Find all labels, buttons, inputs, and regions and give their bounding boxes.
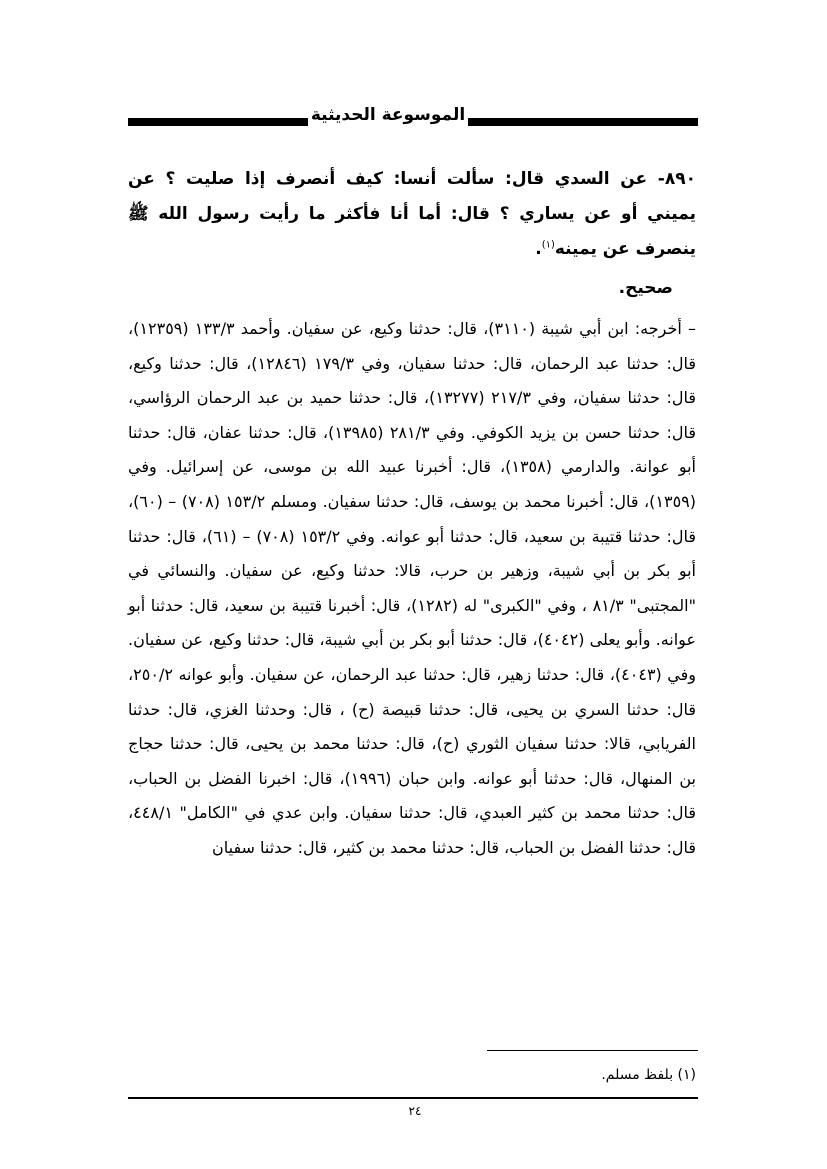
footnote-marker[interactable]: (١) — [541, 239, 555, 251]
footnote-text: (١) بلفظ مسلم. — [601, 1067, 696, 1083]
hadith-text: ٨٩٠- عن السدي قال: سألت أنسا: كيف أنصرف إذا صليت ؟ عن يميني أو عن يساري ؟ قال: أما أنا فأكثر ما رأيت رسول الله ﷺ ينصرف عن يمينه — [128, 169, 696, 259]
hadith-grade: صحيح. — [618, 278, 673, 298]
header-rule-left — [128, 118, 308, 126]
hadith-end-punct: . — [535, 239, 542, 259]
page-number: ٢٤ — [408, 1104, 422, 1118]
running-header-title: الموسوعة الحديثية — [310, 105, 466, 125]
takhrij-paragraph: – أخرجه: ابن أبي شيبة (٣١١٠)، قال: حدثنا وكيع، عن سفيان. وأحمد ١٣٣/٣ (١٢٣٥٩)، قال: حدثنا عبد الرحمان، قال: حدثنا سفيان، وفي ١٧٩/٣ (١٢٨٤٦)، قال: حدثنا وكيع، قال: حدثنا سفيان، وفي ٢١٧/٣ (١٣٢٧٧)، قال: حدثنا حميد بن عبد الرحمان الرؤاسي، قال: حدثنا حسن بن يزيد الكوفي. وفي ٢٨١/٣ (١٣٩٨٥)، قال: حدثنا عفان، قال: حدثنا أبو عوانة. والدارمي (١٣٥٨)، قال: أخبرنا عبيد الله بن موسى، عن إسرائيل. وفي (١٣٥٩)، قال: أخبرنا محمد بن يوسف، قال: حدثنا سفيان. ومسلم ١٥٣/٢ (٧٠٨) – (٦٠)، قال: حدثنا قتيبة بن سعيد، قال: حدثنا أبو عوانه. وفي ١٥٣/٢ (٧٠٨) – (٦١)، قال: حدثنا أبو بكر بن أبي شيبة، وزهير بن حرب، قالا: حدثنا وكيع، عن سفيان. والنسائي في "المجتبى" ٨١/٣ ، وفي "الكبرى" له (١٢٨٢)، قال: أخبرنا قتيبة بن سعيد، قال: حدثنا أبو عوانه. وأبو يعلى (٤٠٤٢)، قال: حدثنا أبو بكر بن أبي شيبة، قال: حدثنا وكيع، عن سفيان. وفي (٤٠٤٣)، قال: حدثنا زهير، قال: حدثنا عبد الرحمان، عن سفيان. وأبو عوانه ٢٥٠/٢، قال: حدثنا السري بن يحيى، قال: حدثنا قبيصة (ح) ، قال: وحدثنا الغزي، قال: حدثنا الفريابي، قالا: حدثنا سفيان الثوري (ح)، قال: حدثنا محمد بن يحيى، قال: حدثنا حجاج بن المنهال، قال: حدثنا أبو عوانه. وابن حبان (١٩٩٦)، قال: اخبرنا الفضل بن الحباب، قال: حدثنا محمد بن كثير العبدي، قال: حدثنا سفيان. وابن عدي في "الكامل" ٤٤٨/١، قال: حدثنا الفضل بن الحباب، قال: حدثنا محمد بن كثير، قال: حدثنا سفيان — [128, 319, 697, 857]
page-bottom-rule — [128, 1097, 698, 1099]
footnote-separator — [487, 1050, 698, 1051]
header-rule-right — [468, 118, 698, 126]
hadith-text-block — [128, 162, 696, 267]
